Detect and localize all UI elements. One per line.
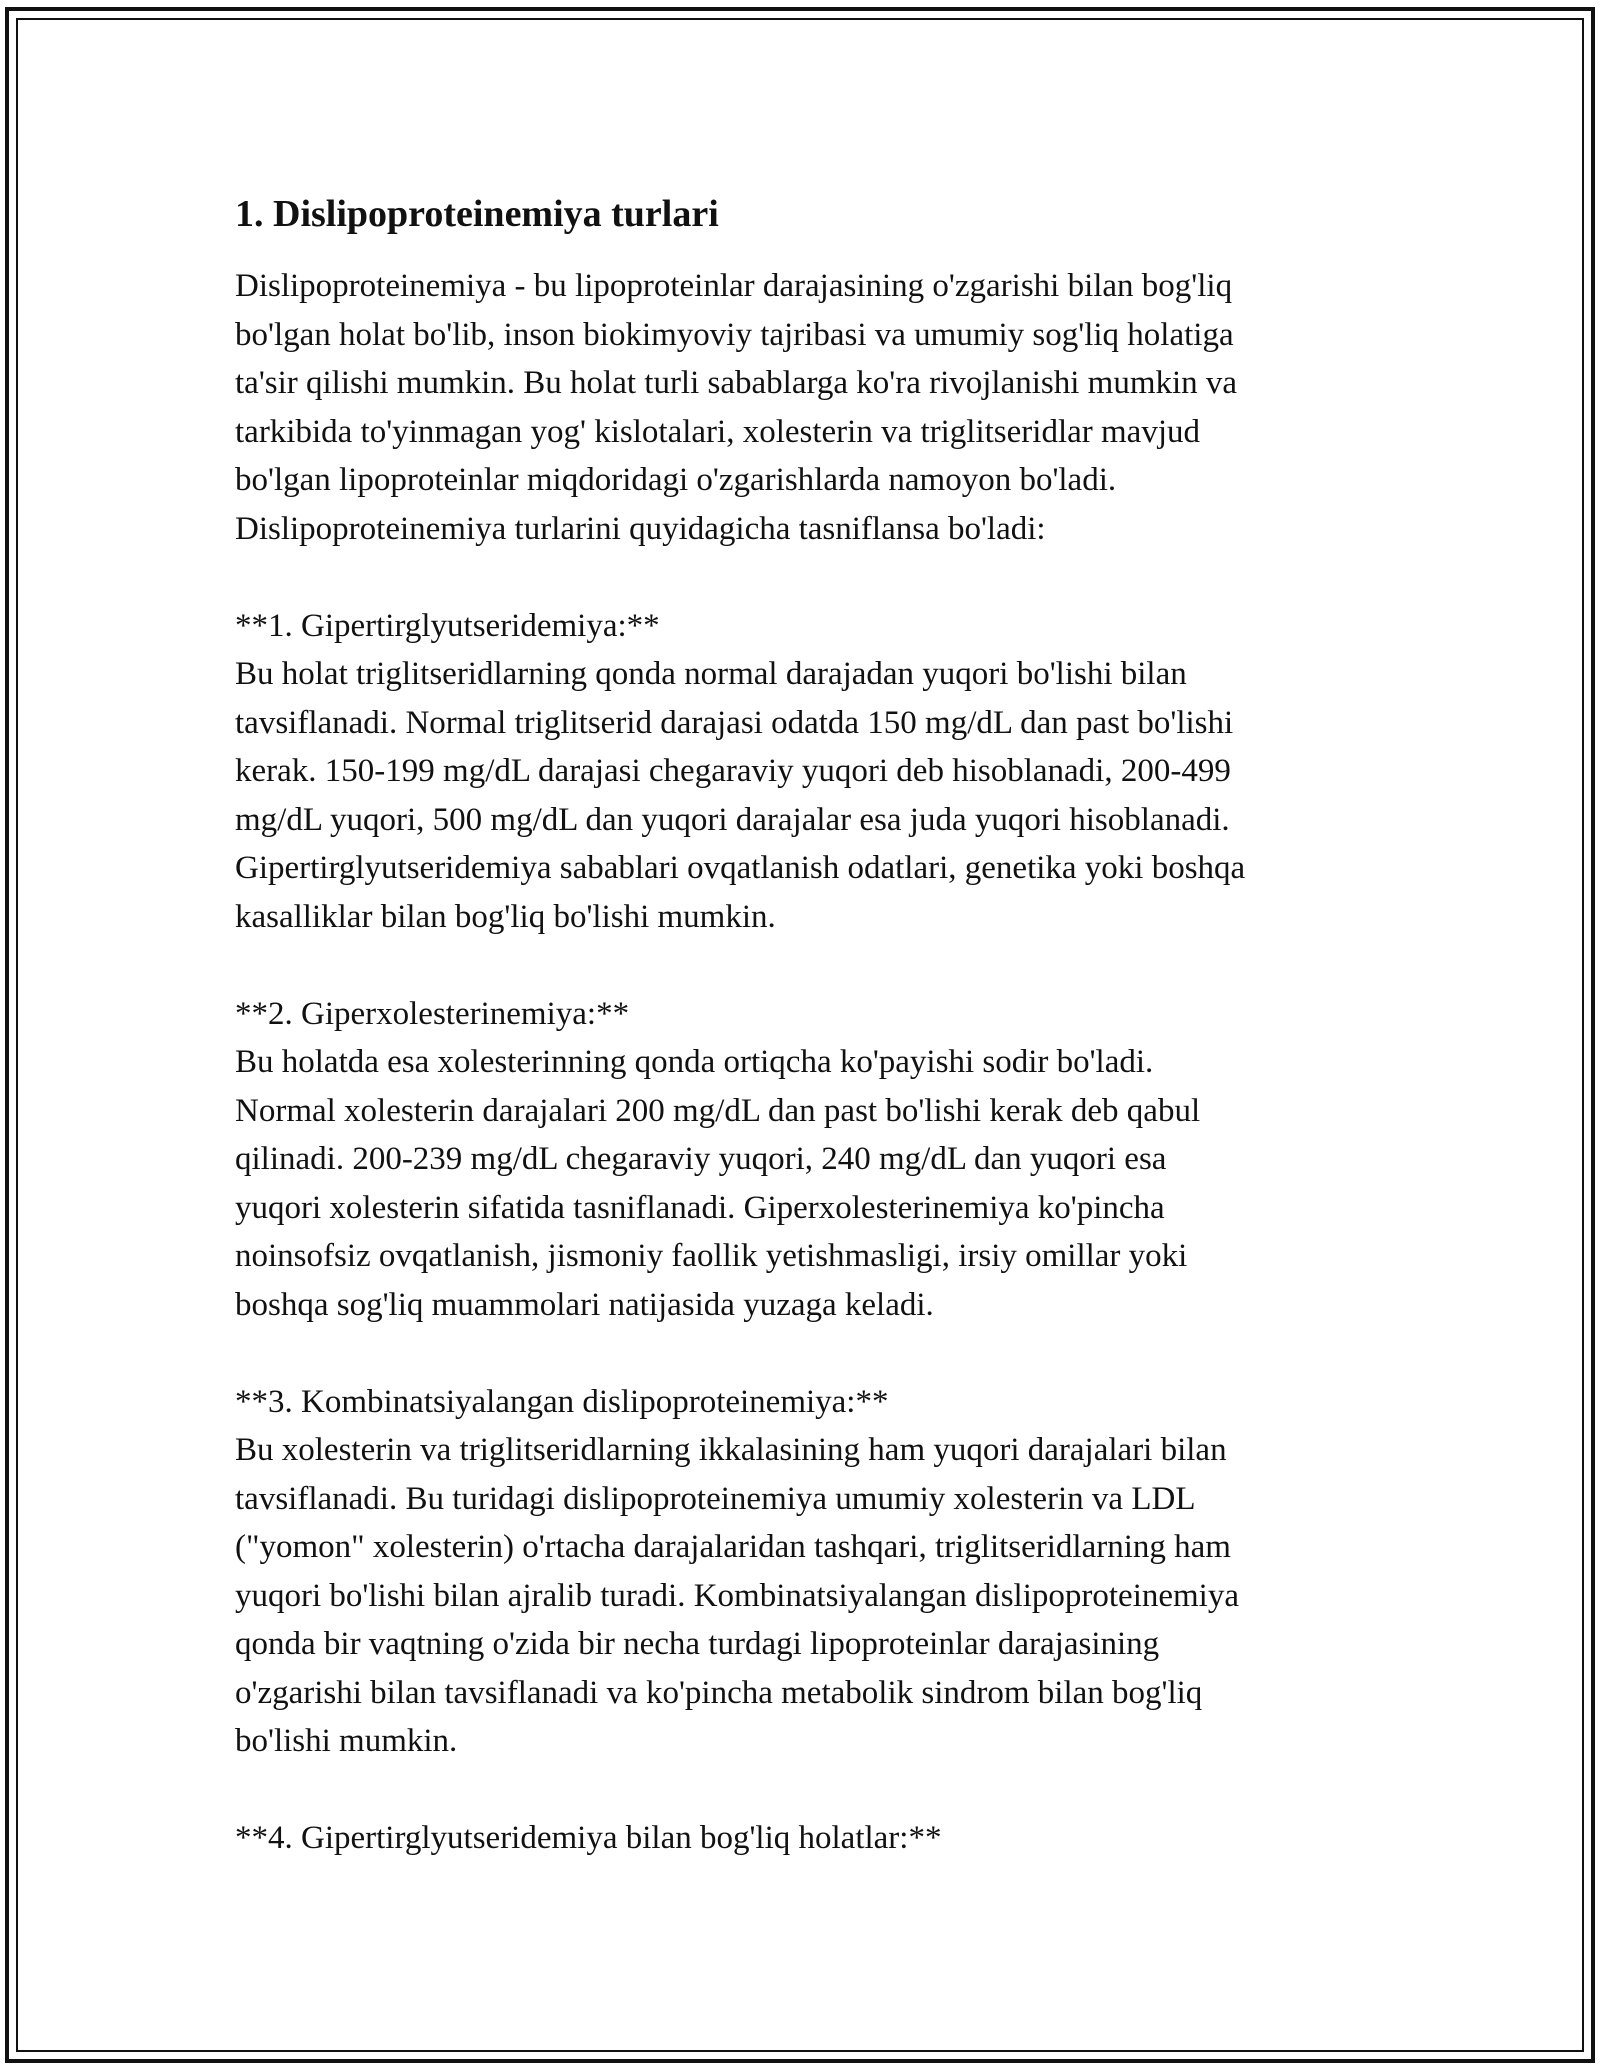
- section-line: Bu holatda esa xolesterinning qonda ortiqcha ko'payishi sodir bo'ladi.: [235, 1044, 1154, 1080]
- section-line: boshqa sog'liq muammolari natijasida yuzaga keladi.: [235, 1286, 934, 1323]
- section-heading: **4. Gipertirglyutseridemiya bilan bog'liq holatlar:**: [235, 1820, 942, 1856]
- intro-line: bo'lgan lipoproteinlar miqdoridagi o'zgarishlarda namoyon bo'ladi.: [235, 462, 1117, 498]
- section-heading: **2. Giperxolesterinemiya:**: [235, 995, 630, 1032]
- section-combined-dyslipoproteinemia: [235, 1378, 1385, 1766]
- section-line: Bu holat triglitseridlarning qonda normal darajadan yuqori bo'lishi bilan: [235, 656, 1187, 692]
- section-hypertriglyceridemia: [235, 602, 1385, 942]
- paragraph-gap: [235, 1329, 1385, 1378]
- section-line: Gipertirglyutseridemiya sabablari ovqatlanish odatlari, genetika yoki boshqa: [235, 850, 1246, 886]
- intro-paragraph: [235, 262, 1385, 553]
- section-heading: **3. Kombinatsiyalangan dislipoproteinemiya:**: [235, 1383, 889, 1420]
- section-line: tavsiflanadi. Bu turidagi dislipoproteinemiya umumiy xolesterin va LDL: [235, 1480, 1196, 1517]
- intro-line: ta'sir qilishi mumkin. Bu holat turli sabablarga ko'ra rivojlanishi mumkin va: [235, 365, 1238, 401]
- section-line: o'zgarishi bilan tavsiflanadi va ko'pincha metabolik sindrom bilan bog'liq: [235, 1674, 1203, 1711]
- section-line: bo'lishi mumkin.: [235, 1723, 458, 1759]
- section-line: tavsiflanadi. Normal triglitserid darajasi odatda 150 mg/dL dan past bo'lishi: [235, 704, 1234, 741]
- paragraph-gap: [235, 553, 1385, 602]
- document-body: [235, 186, 1385, 1863]
- intro-line: tarkibida to'yinmagan yog' kislotalari, xolesterin va triglitseridlar mavjud: [235, 413, 1200, 450]
- section-line: yuqori xolesterin sifatida tasniflanadi. Giperxolesterinemiya ko'pincha: [235, 1189, 1165, 1226]
- intro-line: Dislipoproteinemiya - bu lipoproteinlar darajasining o'zgarishi bilan bog'liq: [235, 268, 1233, 304]
- section-line: ("yomon" xolesterin) o'rtacha darajalaridan tashqari, triglitseridlarning ham: [235, 1529, 1231, 1565]
- section-line: Bu xolesterin va triglitseridlarning ikkalasining ham yuqori darajalari bilan: [235, 1432, 1227, 1468]
- section-heading: **1. Gipertirglyutseridemiya:**: [235, 607, 660, 644]
- section-hypertriglyceridemia-related: [235, 1814, 1385, 1863]
- section-line: kasalliklar bilan bog'liq bo'lishi mumkin.: [235, 898, 776, 935]
- paragraph-gap: [235, 941, 1385, 990]
- intro-line: bo'lgan holat bo'lib, inson biokimyoviy tajribasi va umumiy sog'liq holatiga: [235, 316, 1234, 353]
- intro-line: Dislipoproteinemiya turlarini quyidagicha tasniflansa bo'ladi:: [235, 510, 1046, 547]
- section-line: Normal xolesterin darajalari 200 mg/dL dan past bo'lishi kerak deb qabul: [235, 1092, 1201, 1129]
- section-line: noinsofsiz ovqatlanish, jismoniy faollik yetishmasligi, irsiy omillar yoki: [235, 1238, 1188, 1274]
- paragraph-gap: [235, 1766, 1385, 1815]
- section-hypercholesterolemia: [235, 990, 1385, 1330]
- section-line: qonda bir vaqtning o'zida bir necha turdagi lipoproteinlar darajasining: [235, 1626, 1160, 1662]
- section-line: qilinadi. 200-239 mg/dL chegaraviy yuqori, 240 mg/dL dan yuqori esa: [235, 1141, 1167, 1177]
- section-line: kerak. 150-199 mg/dL darajasi chegaraviy yuqori deb hisoblanadi, 200-499: [235, 753, 1231, 789]
- section-line: yuqori bo'lishi bilan ajralib turadi. Kombinatsiyalangan dislipoproteinemiya: [235, 1577, 1240, 1614]
- section-line: mg/dL yuqori, 500 mg/dL dan yuqori darajalar esa juda yuqori hisoblanadi.: [235, 801, 1230, 838]
- document-title: 1. Dislipoproteinemiya turlari: [235, 193, 719, 235]
